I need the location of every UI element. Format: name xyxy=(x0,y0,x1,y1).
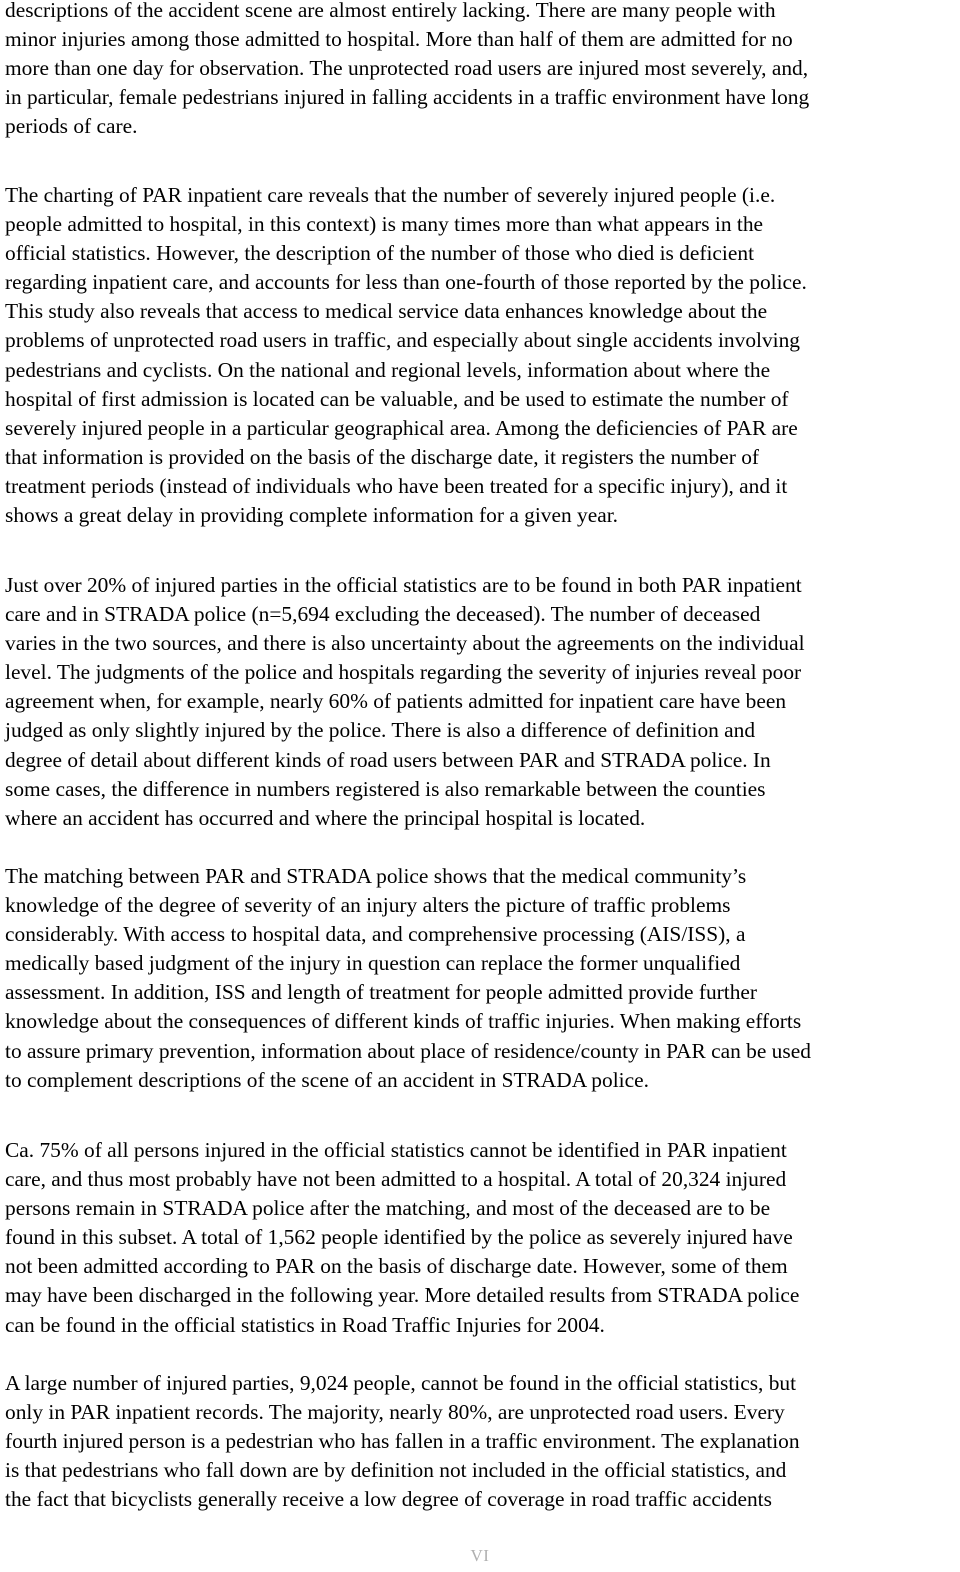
text-line: people admitted to hospital, in this context) is many times more than what appears in the xyxy=(5,212,764,237)
text-line: is that pedestrians who fall down are by definition not included in the official statistics, and xyxy=(5,1458,787,1483)
text-line: pedestrians and cyclists. On the national and regional levels, information about where the xyxy=(5,357,771,382)
text-line: judged as only slightly injured by the police. There is also a difference of definition and xyxy=(5,718,756,743)
text-line: shows a great delay in providing complete information for a given year. xyxy=(5,503,619,528)
text-line: not been admitted according to PAR on the basis of discharge date. However, some of them xyxy=(5,1254,788,1279)
text-line: The charting of PAR inpatient care reveals that the number of severely injured people (i.e. xyxy=(5,183,776,207)
text-line: more than one day for observation. The unprotected road users are injured most severely, and, xyxy=(5,56,809,81)
text-line: official statistics. However, the description of the number of those who died is deficient xyxy=(5,241,755,266)
text-line: This study also reveals that access to medical service data enhances knowledge about the xyxy=(5,299,768,324)
text-line: knowledge of the degree of severity of an injury alters the picture of traffic problems xyxy=(5,893,731,918)
text-line: The matching between PAR and STRADA police shows that the medical community’s xyxy=(5,864,747,888)
paragraph-1 xyxy=(5,0,960,141)
text-line: periods of care. xyxy=(5,114,138,139)
text-line: found in this subset. A total of 1,562 people identified by the police as severely injured have xyxy=(5,1225,793,1250)
text-line: only in PAR inpatient records. The majority, nearly 80%, are unprotected road users. Every xyxy=(5,1400,785,1425)
text-line: knowledge about the consequences of different kinds of traffic injuries. When making efforts xyxy=(5,1009,802,1034)
text-line: persons remain in STRADA police after the matching, and most of the deceased are to be xyxy=(5,1196,771,1221)
text-line: degree of detail about different kinds of road users between PAR and STRADA police. In xyxy=(5,747,771,772)
text-line: level. The judgments of the police and hospitals regarding the severity of injuries reveal poor xyxy=(5,660,802,685)
text-line: care and in STRADA police (n=5,694 excluding the deceased). The number of deceased xyxy=(5,602,761,627)
text-line: Just over 20% of injured parties in the official statistics are to be found in both PAR inpatient xyxy=(5,573,802,597)
text-line: varies in the two sources, and there is also uncertainty about the agreements on the individual xyxy=(5,631,805,656)
text-line: agreement when, for example, nearly 60% of patients admitted for inpatient care have been xyxy=(5,689,787,714)
text-line: that information is provided on the basis of the discharge date, it registers the number of xyxy=(5,444,760,469)
text-line: to assure primary prevention, information about place of residence/county in PAR can be used xyxy=(5,1038,811,1063)
paragraph-3 xyxy=(5,571,960,833)
page-number: VI xyxy=(470,1546,490,1565)
text-line: where an accident has occurred and where the principal hospital is located. xyxy=(5,805,646,830)
paragraph-5 xyxy=(5,1136,960,1340)
paragraph-2 xyxy=(5,181,960,530)
text-line: treatment periods (instead of individuals who have been treated for a specific injury), and it xyxy=(5,473,788,498)
text-line: medically based judgment of the injury in question can replace the former unqualified xyxy=(5,951,741,976)
text-line: considerably. With access to hospital data, and comprehensive processing (AIS/ISS), a xyxy=(5,922,746,947)
text-line: assessment. In addition, ISS and length of treatment for people admitted provide further xyxy=(5,980,758,1005)
text-line: A large number of injured parties, 9,024 people, cannot be found in the official statistics, but xyxy=(5,1371,797,1395)
text-line: descriptions of the accident scene are almost entirely lacking. There are many people with xyxy=(5,0,776,22)
text-line: minor injuries among those admitted to hospital. More than half of them are admitted for no xyxy=(5,27,793,52)
text-line: can be found in the official statistics in Road Traffic Injuries for 2004. xyxy=(5,1312,605,1337)
text-line: care, and thus most probably have not been admitted to a hospital. A total of 20,324 injured xyxy=(5,1167,787,1192)
text-line: regarding inpatient care, and accounts for less than one-fourth of those reported by the police. xyxy=(5,270,807,295)
text-line: to complement descriptions of the scene of an accident in STRADA police. xyxy=(5,1067,649,1092)
text-line: fourth injured person is a pedestrian who has fallen in a traffic environment. The explanation xyxy=(5,1429,800,1454)
text-line: Ca. 75% of all persons injured in the official statistics cannot be identified in PAR inpatient xyxy=(5,1138,787,1162)
text-line: the fact that bicyclists generally receive a low degree of coverage in road traffic accidents xyxy=(5,1487,772,1512)
text-line: may have been discharged in the following year. More detailed results from STRADA police xyxy=(5,1283,800,1308)
text-line: severely injured people in a particular geographical area. Among the deficiencies of PAR are xyxy=(5,415,798,440)
paragraph-4 xyxy=(5,862,960,1095)
text-line: some cases, the difference in numbers registered is also remarkable between the counties xyxy=(5,776,766,801)
text-line: in particular, female pedestrians injured in falling accidents in a traffic environment have long xyxy=(5,85,810,110)
paragraph-6 xyxy=(5,1369,960,1514)
text-line: problems of unprotected road users in traffic, and especially about single accidents involving xyxy=(5,328,800,353)
text-line: hospital of first admission is located can be valuable, and be used to estimate the number of xyxy=(5,386,789,411)
